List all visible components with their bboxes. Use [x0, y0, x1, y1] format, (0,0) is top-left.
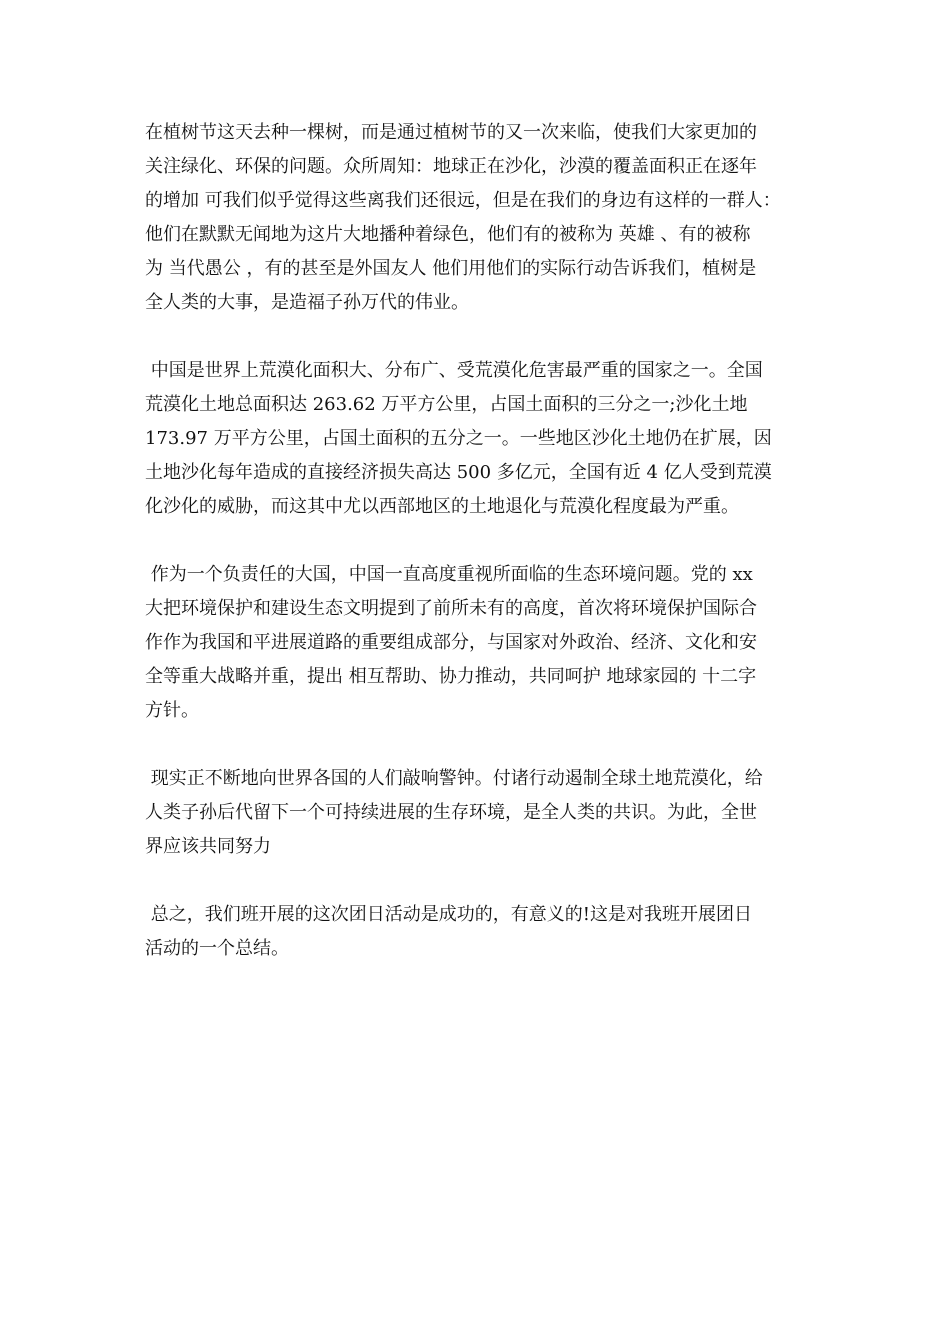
text-line: 关注绿化、环保的问题。众所周知：地球正在沙化，沙漠的覆盖面积正在逐年	[145, 156, 757, 177]
document-body	[145, 116, 815, 1000]
paragraph-2	[145, 354, 815, 524]
paragraph-5	[145, 898, 815, 966]
text-line: 现实正不断地向世界各国的人们敲响警钟。付诸行动遏制全球土地荒漠化，给	[145, 768, 763, 789]
text-line: 中国是世界上荒漠化面积大、分布广、受荒漠化危害最严重的国家之一。全国	[145, 360, 763, 381]
text-line: 界应该共同努力	[145, 836, 271, 857]
paragraph-4	[145, 762, 815, 864]
text-line: 全等重大战略并重，提出 相互帮助、协力推动，共同呵护 地球家园的 十二字	[145, 666, 757, 687]
text-line: 方针。	[145, 700, 199, 721]
paragraph-3	[145, 558, 815, 728]
text-line: 总之，我们班开展的这次团日活动是成功的，有意义的!这是对我班开展团日	[145, 904, 752, 925]
text-line: 人类子孙后代留下一个可持续进展的生存环境，是全人类的共识。为此，全世	[145, 802, 757, 823]
text-line: 他们在默默无闻地为这片大地播种着绿色，他们有的被称为 英雄 、有的被称	[145, 224, 751, 245]
text-line: 大把环境保护和建设生态文明提到了前所未有的高度，首次将环境保护国际合	[145, 598, 757, 619]
text-line: 活动的一个总结。	[145, 938, 289, 959]
paragraph-1	[145, 116, 815, 320]
text-line: 作作为我国和平进展道路的重要组成部分，与国家对外政治、经济、文化和安	[145, 632, 757, 653]
text-line: 全人类的大事，是造福子孙万代的伟业。	[145, 292, 469, 313]
text-line: 化沙化的威胁，而这其中尤以西部地区的土地退化与荒漠化程度最为严重。	[145, 496, 739, 517]
text-line: 为 当代愚公 ，有的甚至是外国友人 他们用他们的实际行动告诉我们，植树是	[145, 258, 757, 279]
text-line: 的增加 可我们似乎觉得这些离我们还很远，但是在我们的身边有这样的一群人：	[145, 190, 781, 211]
text-line: 土地沙化每年造成的直接经济损失高达 500 多亿元，全国有近 4 亿人受到荒漠	[145, 462, 772, 483]
text-line: 荒漠化土地总面积达 263.62 万平方公里，占国土面积的三分之一;沙化土地	[145, 394, 748, 415]
text-line: 在植树节这天去种一棵树，而是通过植树节的又一次来临，使我们大家更加的	[145, 122, 757, 143]
text-line: 作为一个负责任的大国，中国一直高度重视所面临的生态环境问题。党的 xx	[145, 564, 753, 585]
text-line: 173.97 万平方公里，占国土面积的五分之一。一些地区沙化土地仍在扩展，因	[145, 428, 772, 449]
